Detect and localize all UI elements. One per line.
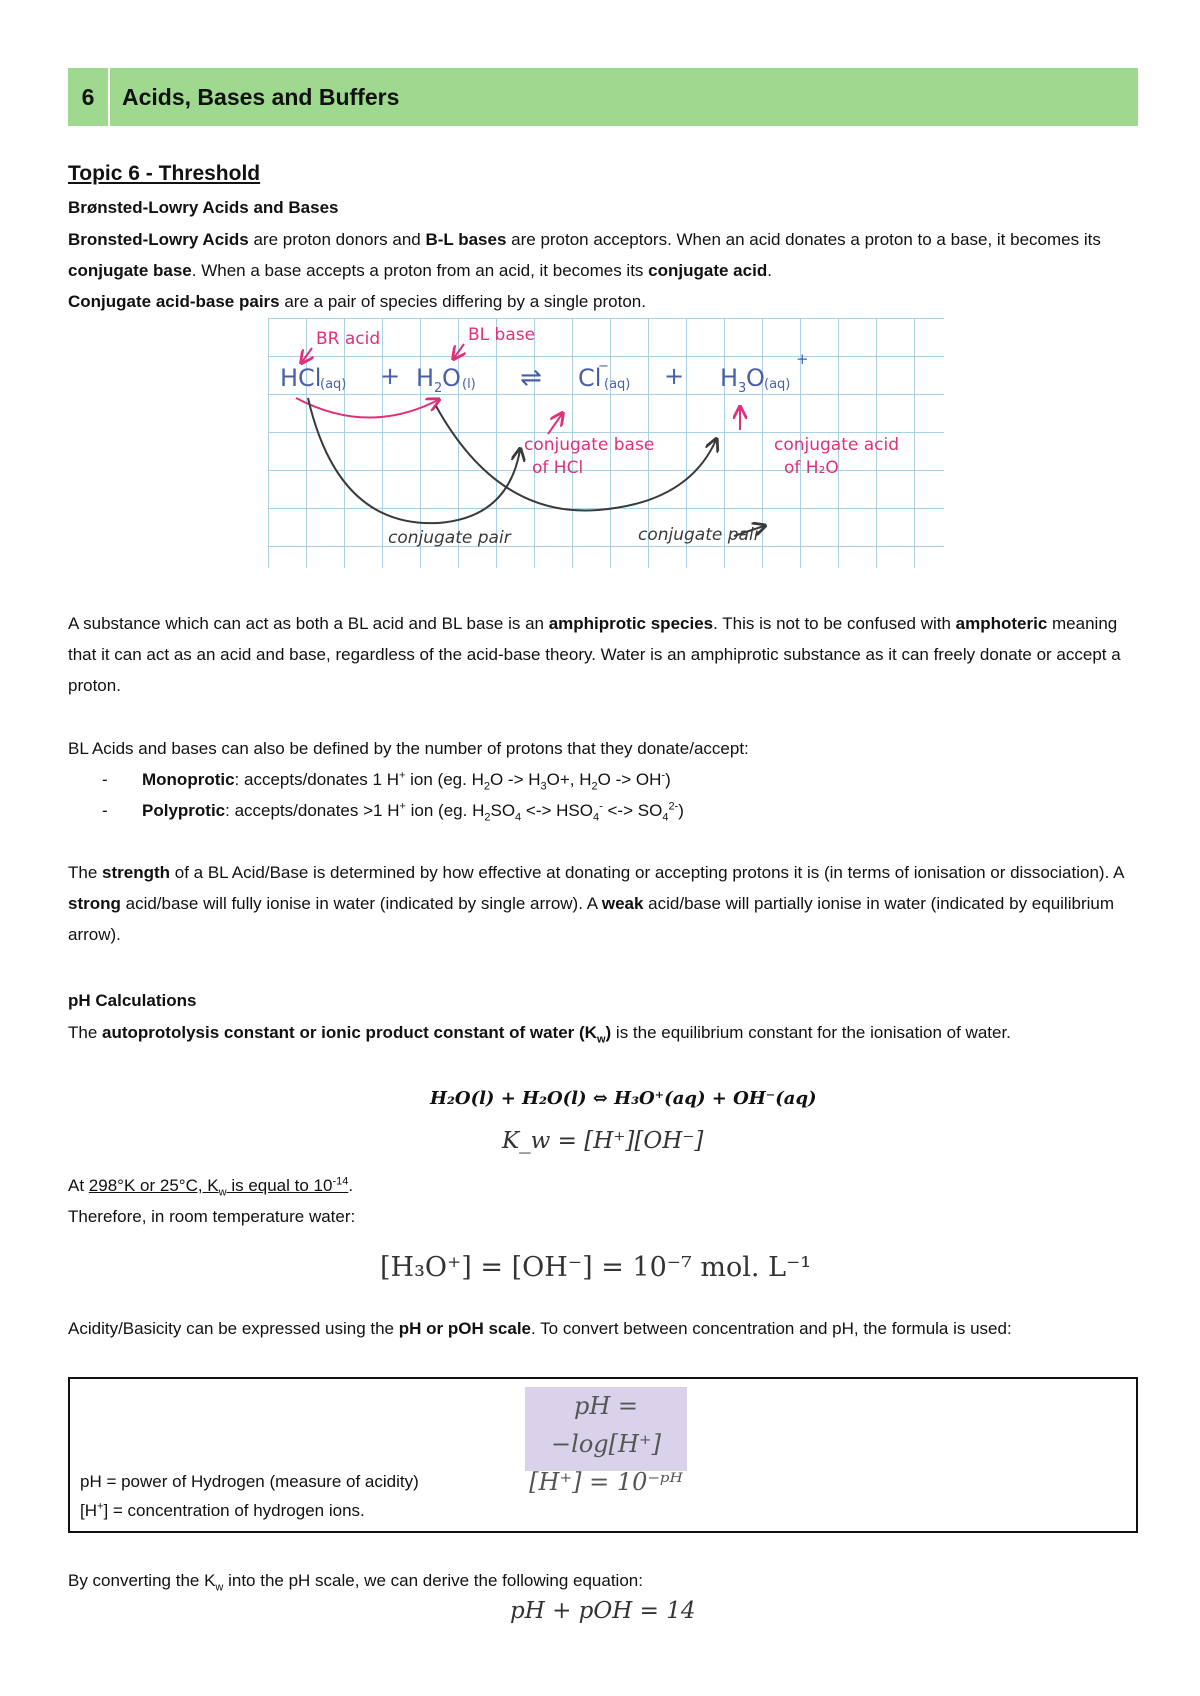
conjugate-acid-line2: of H₂O bbox=[784, 458, 839, 478]
box-definition-h: [H+] = concentration of hydrogen ions. bbox=[80, 1500, 365, 1520]
kw-definition-paragraph: The autoprotolysis constant or ionic product constant of water $(K_w)$ is the equilibrium constant for the ionisation of water. bbox=[68, 1023, 1011, 1046]
section-heading-ph: pH Calculations bbox=[68, 991, 197, 1010]
strength-paragraph: The strength of a BL Acid/Base is determined by how effective at donating or accepting protons it is (in terms of ionisation or dissociation). A strong acid/base will fully ionise in water (indicated by single arrow). A weak acid/base will partially ionise in water (indicated by equilibrium arrow). bbox=[68, 863, 1124, 944]
conjugate-base-line1: conjugate base bbox=[524, 435, 655, 455]
plus-sign-2: + bbox=[664, 362, 685, 390]
species-cl: Cl bbox=[578, 364, 602, 392]
room-temp-concentration-equation: [H₃O⁺] = [OH⁻] = 10⁻⁷ mol. L⁻¹ bbox=[380, 1252, 812, 1283]
section-heading-bronsted: Brønsted-Lowry Acids and Bases bbox=[68, 198, 339, 217]
species-h2o-sub: 2 bbox=[434, 381, 443, 396]
therefore-line: Therefore, in room temperature water: bbox=[68, 1207, 356, 1226]
protic-intro: BL Acids and bases can also be defined by the number of protons that they donate/accept: bbox=[68, 739, 749, 758]
conjugate-acid-line1: conjugate acid bbox=[774, 435, 900, 455]
species-hcl-state: (aq) bbox=[320, 377, 347, 392]
ph-poh-equation: pH + pOH = 14 bbox=[510, 1598, 696, 1624]
species-cl-charge: − bbox=[598, 359, 609, 374]
species-h2o-o: O bbox=[442, 364, 461, 392]
species-cl-state: (aq) bbox=[604, 377, 631, 392]
water-ionisation-equation: H₂O(l) + H₂O(l) ⇔ H₃O⁺(aq) + OH⁻(aq) bbox=[430, 1088, 817, 1109]
plus-sign-1: + bbox=[380, 362, 401, 390]
ph-formula-box bbox=[68, 1377, 1138, 1533]
convert-paragraph: By converting the $K_w$ into the pH scale, we can derive the following equation: bbox=[68, 1571, 643, 1594]
conjugate-pair-label-1: conjugate pair bbox=[388, 528, 511, 548]
species-h3o-sub: 3 bbox=[738, 381, 747, 396]
topic-title: Topic 6 - Threshold bbox=[68, 162, 261, 185]
species-hcl: HCl bbox=[280, 364, 322, 392]
box-definitions bbox=[80, 1467, 419, 1525]
bronsted-definition-paragraph: Bronsted-Lowry Acids are proton donors and B-L bases are proton acceptors. When an acid donates a proton to a base, it becomes its conjugate base. When a base accepts a proton from an acid, it becomes its conjugate acid. Conjugate acid-base pairs are a pair of species differing by a single proton. bbox=[68, 230, 1101, 311]
species-h3o-charge: + bbox=[796, 350, 809, 368]
conjugate-pair-label-2: conjugate pair bbox=[638, 525, 761, 545]
conjugate-base-line2: of HCl bbox=[532, 458, 584, 478]
species-h2o-h: H bbox=[416, 364, 435, 392]
species-h3o-o: O bbox=[746, 364, 765, 392]
kw-equation: K_w = [H⁺][OH⁻] bbox=[502, 1128, 704, 1154]
kw-value-line: At 298°K or 25°C, $K_w$ is equal to $10^{-14}$. bbox=[68, 1175, 354, 1199]
amphiprotic-paragraph: A substance which can act as both a BL acid and BL base is an amphiprotic species. This is not to be confused with amphoteric meaning that it can act as an acid and base, regardless of the acid-base theory. Water is an amphiprotic substance as it can freely donate or accept a proton. bbox=[68, 614, 1121, 695]
species-h3o-h: H bbox=[720, 364, 739, 392]
h-concentration-formula: [H⁺] = 10⁻ᵖᴴ bbox=[529, 1468, 683, 1496]
label-bl-acid: BR acid bbox=[316, 329, 381, 349]
box-definition-ph: pH = power of Hydrogen (measure of acidity) bbox=[80, 1472, 419, 1491]
species-h2o-state: (l) bbox=[462, 377, 476, 392]
chapter-banner bbox=[68, 68, 1138, 126]
chapter-title: Acids, Bases and Buffers bbox=[122, 83, 400, 110]
ph-formula: pH = −log[H⁺] bbox=[551, 1392, 661, 1458]
chapter-number: 6 bbox=[68, 68, 110, 126]
acidity-paragraph: Acidity/Basicity can be expressed using the pH or pOH scale. To convert between concentration and pH, the formula is used: bbox=[68, 1319, 1012, 1338]
conjugate-pair-diagram bbox=[268, 318, 944, 568]
ph-formula-highlight bbox=[525, 1387, 687, 1496]
equilibrium-arrow: ⇌ bbox=[520, 363, 542, 393]
label-bl-base: BL base bbox=[468, 325, 536, 345]
species-h3o-state: (aq) bbox=[764, 377, 791, 392]
